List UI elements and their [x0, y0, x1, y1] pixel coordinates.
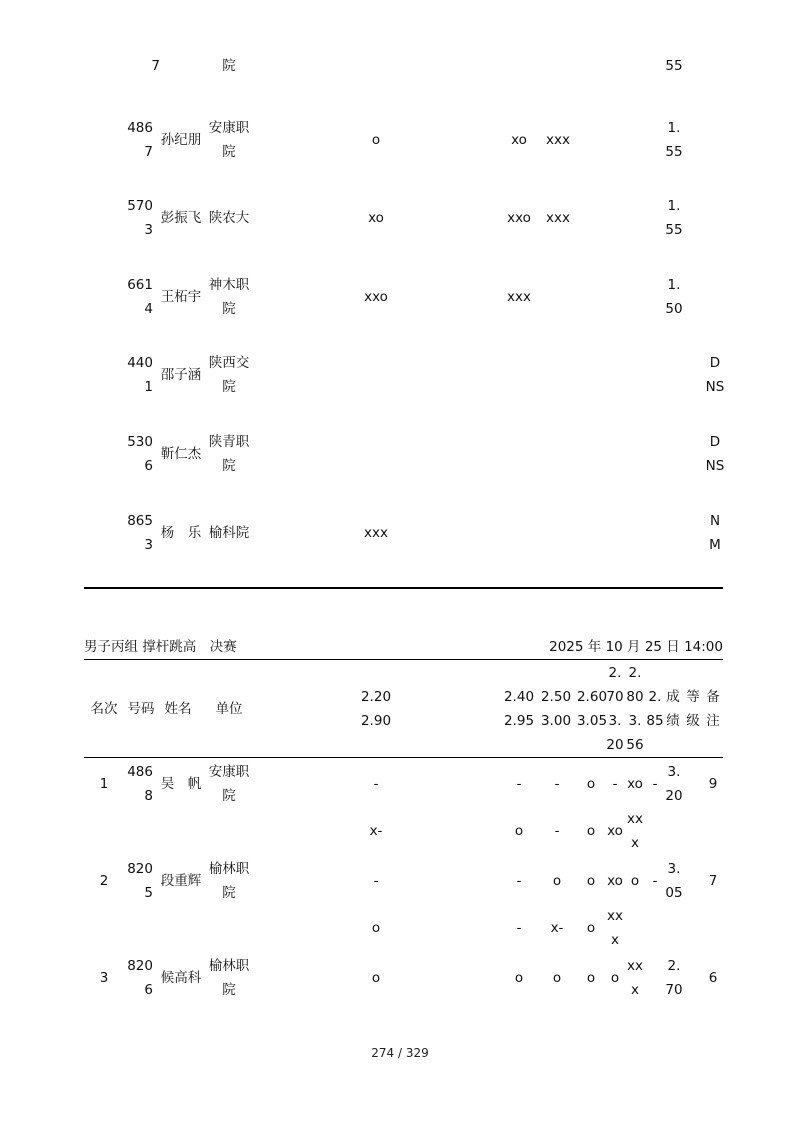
- attempt-mark: -: [652, 873, 658, 889]
- attempt-mark: x: [611, 932, 619, 948]
- attempt-mark: o: [514, 970, 524, 986]
- result: 20: [665, 788, 683, 804]
- athlete-number: 820: [127, 861, 153, 877]
- attempt-mark: x-: [550, 920, 564, 936]
- attempt-mark: -: [612, 776, 618, 792]
- athlete-name: 吴 帆: [160, 776, 202, 792]
- result: 05: [665, 885, 683, 901]
- col-header-height: 20: [606, 737, 624, 753]
- athlete-name: 段重辉: [160, 873, 202, 889]
- result: 1.: [667, 198, 681, 214]
- attempt-mark: -: [652, 776, 658, 792]
- attempt-mark: o: [586, 823, 596, 839]
- col-header-height: 2.: [628, 665, 642, 681]
- col-header-grade: 等: [686, 689, 700, 705]
- attempt-mark: -: [516, 776, 522, 792]
- attempt-mark: xo: [607, 823, 623, 839]
- attempt-mark: o: [586, 920, 596, 936]
- result: 55: [665, 58, 683, 74]
- col-header-height: 2.20: [360, 689, 392, 705]
- attempt-mark: xo: [607, 873, 623, 889]
- attempt-mark: -: [554, 776, 560, 792]
- athlete-unit: 陕西交: [208, 355, 250, 371]
- remark: D: [709, 355, 721, 371]
- points: 7: [708, 873, 718, 889]
- attempt-mark: o: [552, 970, 562, 986]
- result: 50: [665, 301, 683, 317]
- col-header-height: 2.60: [576, 689, 608, 705]
- col-header-rank: 名次: [90, 701, 118, 717]
- remark: D: [709, 434, 721, 450]
- rank: 3: [99, 970, 109, 986]
- result: 55: [665, 144, 683, 160]
- header-bottom-rule: [84, 757, 723, 758]
- col-header-grade: 级: [686, 713, 700, 729]
- attempt-mark: o: [610, 970, 620, 986]
- attempt-mark: o: [586, 970, 596, 986]
- remark: N: [709, 513, 721, 529]
- points: 6: [708, 970, 718, 986]
- athlete-number: 3: [144, 222, 153, 238]
- col-header-result: 绩: [666, 713, 680, 729]
- athlete-unit: 院: [222, 379, 236, 395]
- remark: M: [709, 537, 721, 553]
- athlete-unit: 院: [222, 301, 236, 317]
- athlete-number: 3: [144, 537, 153, 553]
- page-number: 274 / 329: [371, 1046, 429, 1060]
- athlete-unit: 院: [222, 885, 236, 901]
- header-top-rule: [84, 659, 723, 660]
- athlete-number: 1: [144, 379, 153, 395]
- athlete-name: 杨 乐: [160, 525, 202, 541]
- athlete-unit: 安康职: [208, 764, 250, 780]
- col-header-name: 姓名: [164, 701, 192, 717]
- col-header-height: 56: [626, 737, 644, 753]
- attempt-mark: xo: [511, 132, 527, 148]
- athlete-name: 邵子涵: [160, 367, 202, 383]
- attempt-mark: -: [373, 873, 379, 889]
- result: 3.: [667, 764, 681, 780]
- athlete-number: 5: [144, 885, 153, 901]
- attempt-mark: xxx: [364, 525, 388, 541]
- section-divider: [84, 587, 723, 589]
- attempt-mark: xx: [627, 811, 643, 827]
- result: 3.: [667, 861, 681, 877]
- athlete-number: 865: [127, 513, 153, 529]
- rank: 1: [99, 776, 109, 792]
- attempt-mark: xxx: [546, 132, 570, 148]
- col-header-number: 号码: [127, 701, 155, 717]
- athlete-number: 6: [144, 982, 153, 998]
- athlete-unit: 陕农大: [208, 210, 250, 226]
- attempt-mark: o: [371, 920, 381, 936]
- athlete-unit: 院: [222, 788, 236, 804]
- attempt-mark: xx: [627, 958, 643, 974]
- athlete-number: 7: [151, 58, 160, 74]
- attempt-mark: o: [514, 823, 524, 839]
- col-header-remark: 注: [706, 713, 720, 729]
- athlete-unit: 院: [222, 58, 236, 74]
- attempt-mark: xo: [627, 776, 643, 792]
- athlete-unit: 榆林职: [208, 861, 250, 877]
- remark: NS: [705, 458, 725, 474]
- attempt-mark: -: [516, 920, 522, 936]
- result: 2.: [667, 958, 681, 974]
- attempt-mark: o: [586, 873, 596, 889]
- athlete-unit: 安康职: [208, 120, 250, 136]
- result: 1.: [667, 120, 681, 136]
- athlete-number: 440: [127, 355, 153, 371]
- col-header-result: 成: [666, 689, 680, 705]
- athlete-number: 7: [144, 144, 153, 160]
- attempt-mark: o: [371, 970, 381, 986]
- col-header-height: 3.: [608, 713, 622, 729]
- attempt-mark: x: [631, 982, 639, 998]
- col-header-height: 3.05: [576, 713, 608, 729]
- attempt-mark: -: [373, 776, 379, 792]
- athlete-number: 486: [127, 120, 153, 136]
- athlete-unit: 榆科院: [208, 525, 250, 541]
- col-header-height: 80: [626, 689, 644, 705]
- col-header-height: 2.: [648, 689, 662, 705]
- athlete-number: 4: [144, 301, 153, 317]
- attempt-mark: x-: [369, 823, 383, 839]
- athlete-number: 486: [127, 764, 153, 780]
- athlete-name: 王柘宇: [160, 289, 202, 305]
- points: 9: [708, 776, 718, 792]
- result: 55: [665, 222, 683, 238]
- athlete-number: 661: [127, 277, 153, 293]
- attempt-mark: xxx: [546, 210, 570, 226]
- athlete-number: 530: [127, 434, 153, 450]
- athlete-name: 彭振飞: [160, 210, 202, 226]
- col-header-unit: 单位: [215, 701, 243, 717]
- athlete-number: 820: [127, 958, 153, 974]
- col-header-height: 70: [606, 689, 624, 705]
- athlete-unit: 榆林职: [208, 958, 250, 974]
- rank: 2: [99, 873, 109, 889]
- col-header-height: 2.40: [503, 689, 535, 705]
- event-datetime: 2025 年 10 月 25 日 14:00: [549, 639, 723, 655]
- col-header-height: 2.: [608, 665, 622, 681]
- col-header-height: 2.50: [540, 689, 572, 705]
- event-title: 男子丙组 撑杆跳高 决赛: [84, 639, 237, 655]
- attempt-mark: xxx: [507, 289, 531, 305]
- attempt-mark: xo: [368, 210, 384, 226]
- athlete-unit: 院: [222, 982, 236, 998]
- athlete-unit: 陕青职: [208, 434, 250, 450]
- athlete-number: 8: [144, 788, 153, 804]
- result: 1.: [667, 277, 681, 293]
- remark: NS: [705, 379, 725, 395]
- col-header-height: 85: [646, 713, 664, 729]
- athlete-unit: 院: [222, 458, 236, 474]
- attempt-mark: -: [516, 873, 522, 889]
- result: 70: [665, 982, 683, 998]
- attempt-mark: x: [631, 835, 639, 851]
- attempt-mark: o: [371, 132, 381, 148]
- athlete-name: 孙纪朋: [160, 132, 202, 148]
- col-header-remark: 备: [706, 689, 720, 705]
- attempt-mark: -: [554, 823, 560, 839]
- col-header-height: 3.: [628, 713, 642, 729]
- athlete-number: 570: [127, 198, 153, 214]
- athlete-unit: 神木职: [208, 277, 250, 293]
- attempt-mark: xxo: [507, 210, 531, 226]
- col-header-height: 3.00: [540, 713, 572, 729]
- attempt-mark: o: [630, 873, 640, 889]
- attempt-mark: o: [586, 776, 596, 792]
- attempt-mark: xxo: [364, 289, 388, 305]
- athlete-unit: 院: [222, 144, 236, 160]
- athlete-name: 候高科: [160, 970, 202, 986]
- attempt-mark: xx: [607, 908, 623, 924]
- athlete-name: 靳仁杰: [160, 446, 202, 462]
- col-header-height: 2.95: [503, 713, 535, 729]
- col-header-height: 2.90: [360, 713, 392, 729]
- attempt-mark: o: [552, 873, 562, 889]
- athlete-number: 6: [144, 458, 153, 474]
